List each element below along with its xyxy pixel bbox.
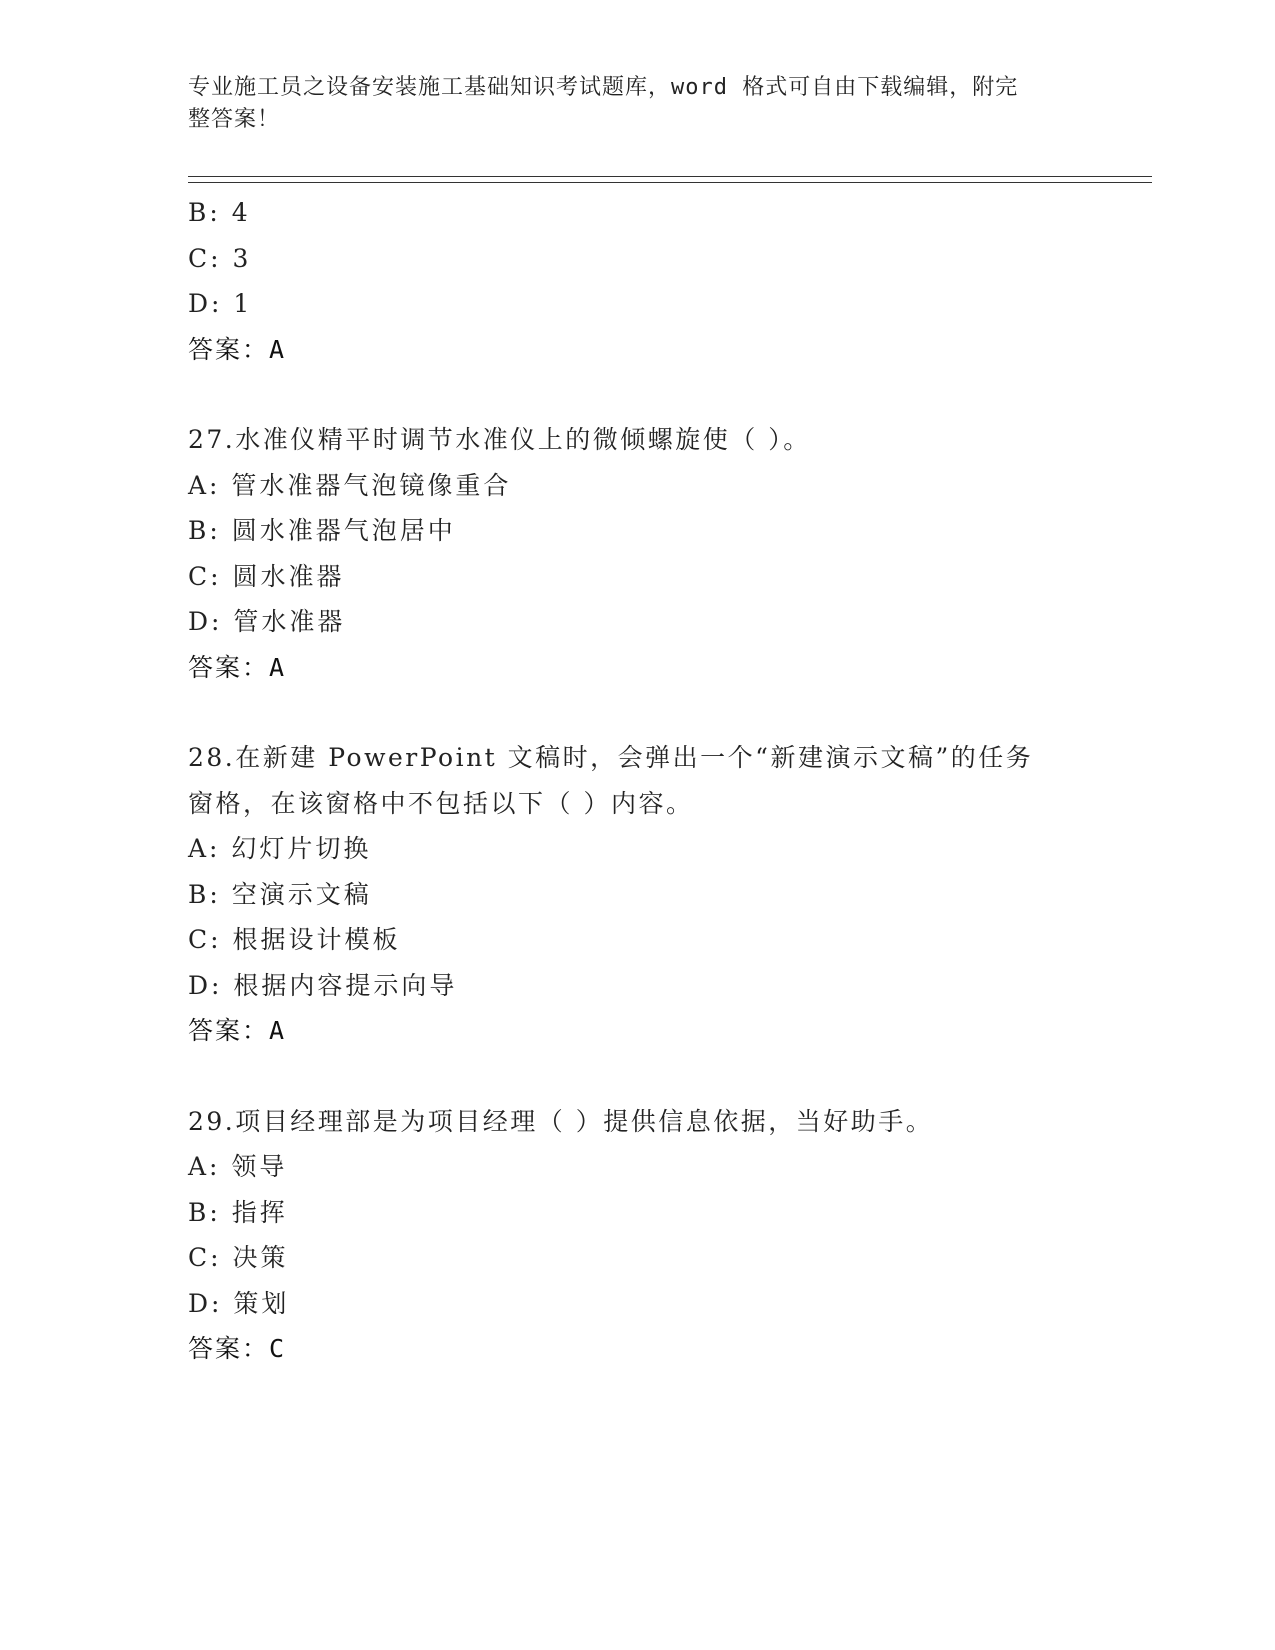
spacer [188,1054,1088,1099]
option-d: D: 根据内容提示向导 [188,970,458,1000]
option-b: B: 圆水准器气泡居中 [188,516,456,545]
question-text: 29.项目经理部是为项目经理（ ）提供信息依据，当好助手。 [188,1106,934,1136]
option-d: D: 1 [188,289,253,318]
question-26-continued [188,190,1088,372]
option-a: A: 领导 [188,1152,288,1181]
question-text-line-1: 28.在新建 PowerPoint 文稿时，会弹出一个“新建演示文稿”的任务 [188,743,1034,772]
answer: 答案：A [188,1016,287,1045]
option-a: A: 管水准器气泡镜像重合 [188,470,512,500]
question-28 [188,735,1088,1054]
question-text: 27.水准仪精平时调节水准仪上的微倾螺旋使（ ）。 [188,425,811,454]
option-c: C: 3 [188,243,252,273]
answer: 答案：C [188,1334,287,1363]
header-line-1: 专业施工员之设备安装施工基础知识考试题库，word 格式可自由下载编辑，附完 [188,75,1019,100]
spacer [188,372,1088,417]
option-a: A: 幻灯片切换 [188,834,372,863]
option-c: C: 决策 [188,1243,289,1272]
header-line-2: 整答案！ [188,107,281,132]
option-d: D: 管水准器 [188,607,346,636]
document-header [188,72,1068,136]
option-c: C: 圆水准器 [188,561,345,591]
option-b: B: 4 [188,198,251,227]
question-text-line-2: 窗格，在该窗格中不包括以下（ ）内容。 [188,788,694,818]
option-b: B: 指挥 [188,1197,288,1227]
question-29 [188,1099,1088,1372]
question-27 [188,417,1088,690]
header-divider-bottom [188,182,1152,183]
header-divider-top [188,176,1152,177]
option-b: B: 空演示文稿 [188,879,372,909]
spacer [188,690,1088,735]
answer: 答案：A [188,334,287,364]
question-list [188,190,1088,1372]
option-d: D: 策划 [188,1288,290,1318]
option-c: C: 根据设计模板 [188,925,401,954]
answer: 答案：A [188,652,287,682]
